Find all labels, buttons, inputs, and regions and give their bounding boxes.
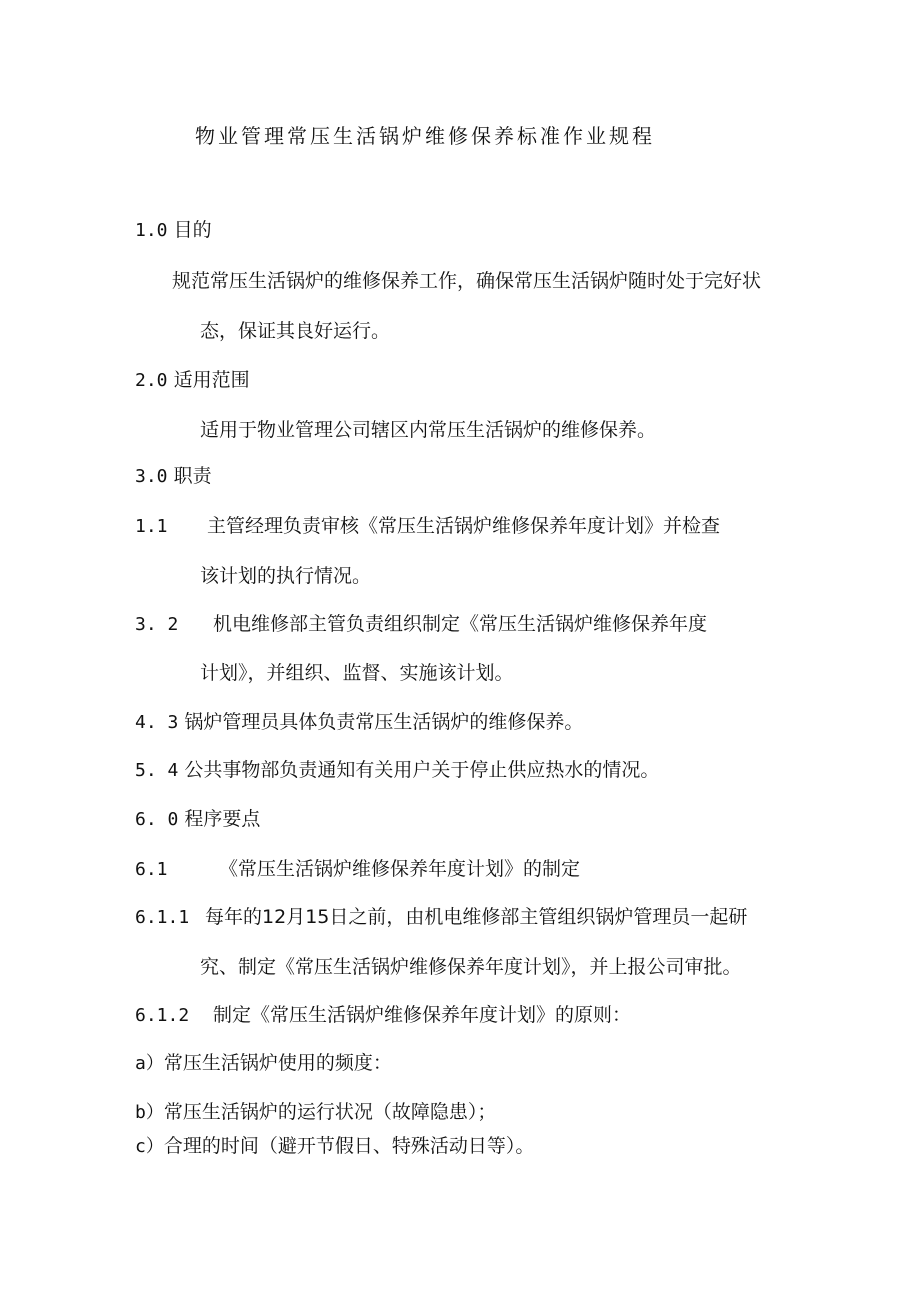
section-3-heading: [135, 463, 212, 490]
item-number: 4. 3: [135, 712, 179, 733]
item-text: 公共事物部负责通知有关用户关于停止供应热水的情况。: [184, 759, 660, 781]
item-number: 6.1: [135, 859, 168, 880]
item-letter: c）: [135, 1136, 164, 1157]
section-6-heading: [135, 806, 260, 833]
procedure-6-1-2: [135, 1002, 631, 1029]
procedure-6-1-1: [135, 904, 747, 931]
item-number: 6.1.1: [135, 907, 190, 928]
item-number: 5. 4: [135, 760, 179, 781]
item-text: 常压生活锅炉的运行状况（故障隐患）；: [163, 1101, 497, 1123]
duty-item-4: [135, 757, 659, 784]
section-2-heading: [135, 367, 250, 394]
section-text: 目的: [173, 219, 212, 241]
item-text: 合理的时间（避开节假日、特殊活动日等）。: [163, 1135, 535, 1157]
duty-item-3: [135, 709, 583, 736]
section-number: 3.0: [135, 466, 168, 487]
item-text: 每年的12月15日之前，由机电维修部主管组织锅炉管理员一起研: [205, 906, 748, 928]
section-text: 职责: [173, 465, 212, 487]
duty-item-1-continued: 该计划的执行情况。: [200, 565, 372, 587]
duty-item-2-continued: 计划》，并组织、监督、实施该计划。: [200, 662, 514, 684]
item-text: 《常压生活锅炉维修保养年度计划》的制定: [219, 858, 581, 880]
document-title: 物业管理常压生活锅炉维修保养标准作业规程: [195, 124, 655, 148]
principle-c: [135, 1133, 534, 1160]
item-letter: b）: [135, 1102, 164, 1123]
item-text: 制定《常压生活锅炉维修保养年度计划》的原则：: [213, 1004, 632, 1026]
duty-item-1: [135, 513, 720, 540]
item-number: 1.1: [135, 516, 168, 537]
section-text: 程序要点: [184, 808, 261, 830]
section-text: 适用范围: [173, 369, 250, 391]
section-number: 1.0: [135, 220, 168, 241]
item-text: 机电维修部主管负责组织制定《常压生活锅炉维修保养年度: [213, 613, 708, 635]
item-letter: a）: [135, 1053, 164, 1074]
item-number: 3. 2: [135, 614, 179, 635]
item-text: 主管经理负责审核《常压生活锅炉维修保养年度计划》并检查: [207, 515, 721, 537]
scope-line: 适用于物业管理公司辖区内常压生活锅炉的维修保养。: [200, 419, 657, 441]
principle-a: [135, 1050, 392, 1077]
procedure-6-1: [135, 856, 580, 883]
principle-b: [135, 1099, 496, 1126]
item-number: 6.1.2: [135, 1005, 190, 1026]
duty-item-2: [135, 611, 707, 638]
section-number: 2.0: [135, 370, 168, 391]
section-1-heading: [135, 217, 212, 244]
purpose-line-1: 规范常压生活锅炉的维修保养工作，确保常压生活锅炉随时处于完好状: [172, 270, 762, 292]
procedure-6-1-1-continued: 究、制定《常压生活锅炉维修保养年度计划》，并上报公司审批。: [200, 956, 742, 978]
purpose-line-2: 态，保证其良好运行。: [200, 320, 391, 342]
section-number: 6. 0: [135, 809, 179, 830]
item-text: 常压生活锅炉使用的频度：: [163, 1052, 392, 1074]
item-text: 锅炉管理员具体负责常压生活锅炉的维修保养。: [184, 711, 584, 733]
